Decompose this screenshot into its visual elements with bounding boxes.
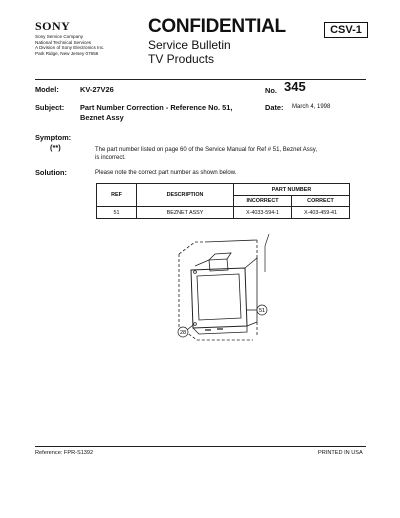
address-line: Park Ridge, New Jersey 07656 [35,50,99,56]
symptom-line-1: The part number listed on page 60 of the Service Manual for Ref # 51, Beznet Assy, [95,147,318,153]
tv-cabinet-drawing [179,234,269,340]
footer-divider [35,446,366,447]
bulletin-title [148,38,231,66]
brand-logo: SONY [35,19,71,33]
subject-value [80,103,232,123]
description-cell: BEZNET ASSY [137,207,234,219]
model-label: Model: [35,85,59,94]
number-label: No. [265,86,277,95]
description-header: DESCRIPTION [137,184,234,207]
table-header-row [97,184,350,196]
table-row [97,207,350,219]
header-divider [35,79,366,80]
bulletin-code-box: CSV-1 [324,22,368,38]
part-number-table [96,183,350,219]
correct-header: CORRECT [292,196,350,207]
solution-text: Please note the correct part number as shown below. [95,170,237,176]
subject-line-2: Beznet Assy [80,113,124,122]
ref-header: REF [97,184,137,207]
model-value: KV-27V26 [80,85,114,94]
callout-51: 51 [258,308,266,314]
subject-line-1: Part Number Correction - Reference No. 51, [80,103,233,112]
address-line: Sony Service Company [35,34,84,39]
part-number-header: PART NUMBER [234,184,350,196]
symptom-label: Symptom: [35,133,72,142]
incorrect-header: INCORRECT [234,196,292,207]
printed-in-usa: PRINTED IN USA [318,450,363,456]
incorrect-cell: X-4033-594-1 [234,207,292,219]
subject-label: Subject: [35,103,65,112]
symptom-text [95,146,317,162]
bulletin-line-2: TV Products [148,52,215,66]
correct-cell: X-403-459-41 [292,207,350,219]
callout-28: 28 [179,330,187,336]
reference-number: Reference: FPR-S1392 [35,450,94,456]
symptom-marker: (**) [50,143,61,152]
address-line: National Technical Services [35,39,92,45]
company-address [35,34,145,56]
bulletin-line-1: Service Bulletin [148,38,231,52]
symptom-line-2: is incorrect. [95,155,126,161]
address-line: A Division of Sony Electronics Inc. [35,45,105,51]
date-label: Date: [265,103,284,112]
beznet-assy-diagram [165,232,280,347]
date-value: March 4, 1998 [292,104,331,110]
solution-label: Solution: [35,168,68,177]
bulletin-number: 345 [284,79,306,94]
ref-cell: 51 [97,207,137,219]
confidential-title: CONFIDENTIAL [148,16,286,37]
